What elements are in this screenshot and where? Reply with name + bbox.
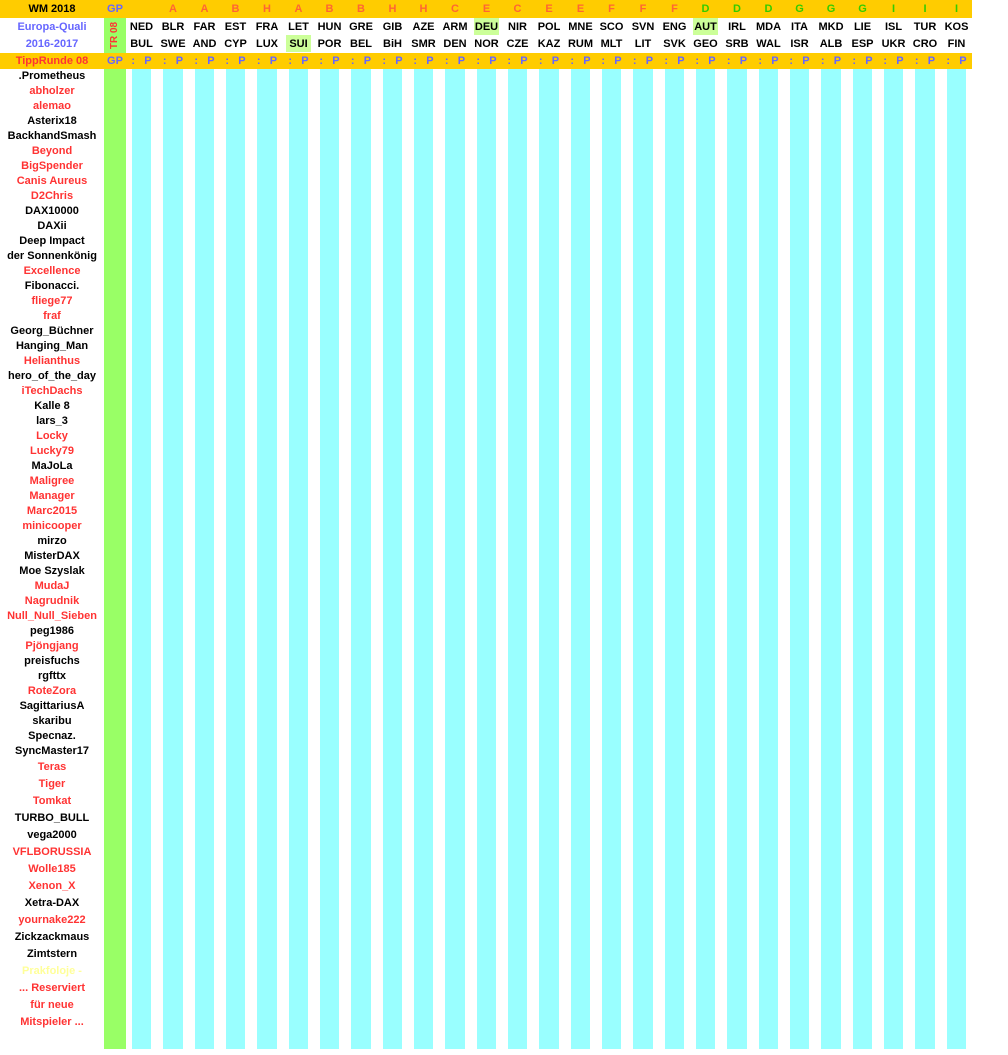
- group-letter: B: [325, 3, 334, 15]
- stripe-column: [195, 69, 214, 1049]
- group-letter: E: [545, 3, 553, 15]
- points-header: : P: [726, 55, 748, 67]
- player-name: Fibonacci.: [24, 280, 80, 292]
- home-team: SCO: [599, 20, 624, 33]
- away-team: SUI: [286, 35, 311, 52]
- home-team: POL: [537, 20, 561, 33]
- player-name: Hanging_Man: [15, 340, 89, 352]
- stripe-column: [226, 69, 245, 1049]
- player-name: Prakfoloje -: [22, 965, 82, 977]
- points-header: : P: [225, 55, 246, 67]
- points-header: : P: [570, 55, 591, 67]
- player-name: Locky: [36, 430, 68, 442]
- home-team: ARM: [442, 20, 468, 33]
- points-header: : P: [350, 55, 372, 67]
- player-name: BackhandSmash: [7, 130, 97, 142]
- points-header: : P: [946, 55, 967, 67]
- stripe-column: [351, 69, 371, 1049]
- group-letter: A: [169, 3, 177, 15]
- home-team: KOS: [944, 20, 969, 33]
- points-header: : P: [883, 55, 904, 67]
- home-team: SVN: [631, 20, 655, 33]
- player-name: für neue: [30, 999, 74, 1011]
- player-name: Deep Impact: [19, 235, 85, 247]
- home-team: FRA: [255, 20, 279, 33]
- stripe-column: [727, 69, 747, 1049]
- points-header: : P: [444, 55, 466, 67]
- points-header: : P: [131, 55, 152, 67]
- home-team: TUR: [913, 20, 937, 33]
- away-team: BUL: [130, 37, 153, 50]
- home-team: ISL: [884, 20, 903, 33]
- home-team: NIR: [508, 20, 527, 33]
- stripe-column: [759, 69, 778, 1049]
- points-header: : P: [820, 55, 842, 67]
- group-letter: G: [826, 3, 836, 15]
- player-name: Beyond: [31, 145, 73, 157]
- competition-name: Europa-Quali: [17, 20, 87, 33]
- away-team: MLT: [600, 37, 623, 50]
- player-name: Zimtstern: [26, 948, 78, 960]
- points-header: : P: [695, 55, 716, 67]
- group-letter: F: [671, 3, 678, 15]
- points-header: : P: [664, 55, 685, 67]
- home-team: MNE: [568, 20, 593, 33]
- away-team: CZE: [506, 37, 529, 50]
- stripe-column: [257, 69, 277, 1049]
- home-team: ENG: [662, 20, 687, 33]
- stripe-column: [132, 69, 151, 1049]
- player-name: .Prometheus: [18, 70, 86, 82]
- home-team: BLR: [161, 20, 185, 33]
- stripe-column: [915, 69, 935, 1049]
- points-header: : P: [319, 55, 340, 67]
- player-name: fliege77: [31, 295, 73, 307]
- home-team: HUN: [317, 20, 342, 33]
- player-name: MaJoLa: [31, 460, 73, 472]
- player-name: Asterix18: [27, 115, 77, 127]
- home-team: EST: [224, 20, 247, 33]
- home-team: AUT: [693, 18, 718, 35]
- player-name: BigSpender: [21, 160, 83, 172]
- tr-label: TR 08: [109, 21, 121, 50]
- home-team: IRL: [728, 20, 746, 33]
- player-name: der Sonnenkönig: [7, 250, 97, 262]
- points-header: : P: [194, 55, 215, 67]
- player-name: Moe Szyslak: [19, 565, 85, 577]
- group-letter: B: [357, 3, 365, 15]
- stripe-column: [947, 69, 966, 1049]
- player-name: Mitspieler ...: [20, 1016, 84, 1028]
- player-name: vega2000: [27, 829, 77, 841]
- player-name: Excellence: [23, 265, 81, 277]
- home-team: MDA: [755, 20, 782, 33]
- points-header: : P: [507, 55, 528, 67]
- group-letter: D: [733, 3, 741, 15]
- home-team: NED: [129, 20, 154, 33]
- player-name: SyncMaster17: [15, 745, 89, 757]
- away-team: ISR: [790, 37, 809, 50]
- points-header: : P: [632, 55, 654, 67]
- away-team: SMR: [411, 37, 436, 50]
- points-header: : P: [758, 55, 779, 67]
- group-letter: E: [482, 3, 491, 15]
- points-header: : P: [256, 55, 278, 67]
- away-team: SVK: [663, 37, 686, 50]
- away-team: UKR: [881, 37, 906, 50]
- player-name: Manager: [29, 490, 75, 502]
- player-name: Zickzackmaus: [14, 931, 90, 943]
- group-letter: C: [451, 3, 459, 15]
- stripe-column: [696, 69, 715, 1049]
- player-name: Xetra-DAX: [24, 897, 80, 909]
- player-name: Teras: [37, 761, 67, 773]
- away-team: CYP: [224, 37, 247, 50]
- wm-title: WM 2018: [28, 3, 76, 15]
- stripe-column: [539, 69, 559, 1049]
- player-name: Georg_Büchner: [10, 325, 94, 337]
- player-name: Maligree: [29, 475, 75, 487]
- home-team: MKD: [818, 20, 844, 33]
- player-name: SagittariusA: [19, 700, 85, 712]
- player-name: abholzer: [29, 85, 75, 97]
- player-name: fraf: [43, 310, 61, 322]
- player-name: Kalle 8: [34, 400, 70, 412]
- player-name: Wolle185: [28, 863, 76, 875]
- away-team: FIN: [947, 37, 966, 50]
- away-team: ESP: [851, 37, 874, 50]
- player-name: Nagrudnik: [24, 595, 80, 607]
- away-team: KAZ: [537, 37, 561, 50]
- points-header: : P: [162, 55, 184, 67]
- player-name: Specnaz.: [28, 730, 76, 742]
- player-name: MudaJ: [34, 580, 70, 592]
- points-header: : P: [476, 55, 497, 67]
- player-name: hero_of_the_day: [7, 370, 97, 382]
- away-team: BEL: [350, 37, 372, 50]
- stripe-column: [163, 69, 183, 1049]
- away-team: AND: [192, 37, 217, 50]
- gp-column: [104, 0, 126, 1049]
- player-name: yournake222: [18, 914, 86, 926]
- player-name: TURBO_BULL: [14, 812, 90, 824]
- group-letter: A: [294, 3, 303, 15]
- stripe-column: [414, 69, 433, 1049]
- stripe-column: [508, 69, 527, 1049]
- player-name: iTechDachs: [21, 385, 83, 397]
- group-letter: I: [891, 3, 896, 15]
- home-team: LIE: [853, 20, 872, 33]
- points-header: : P: [789, 55, 810, 67]
- stripe-column: [289, 69, 308, 1049]
- group-letter: C: [513, 3, 522, 15]
- stripe-column: [477, 69, 496, 1049]
- player-name: Tomkat: [32, 795, 72, 807]
- group-letter: D: [764, 3, 773, 15]
- player-name: Helianthus: [23, 355, 81, 367]
- player-name: D2Chris: [30, 190, 74, 202]
- away-team: NOR: [474, 37, 499, 50]
- group-letter: I: [923, 3, 927, 15]
- away-team: RUM: [567, 37, 594, 50]
- points-header: : P: [288, 55, 309, 67]
- tippgroup-label: TippRunde 08: [15, 55, 89, 67]
- player-name: Pjöngjang: [25, 640, 79, 652]
- home-team: AZE: [412, 20, 435, 33]
- stripe-column: [790, 69, 809, 1049]
- group-letter: I: [954, 3, 959, 15]
- group-letter: A: [200, 3, 209, 15]
- tr-label-box: [104, 18, 126, 53]
- player-name: Tiger: [38, 778, 66, 790]
- away-team: LIT: [634, 37, 652, 50]
- group-letter: D: [701, 3, 710, 15]
- points-header: : P: [538, 55, 560, 67]
- points-header: : P: [852, 55, 873, 67]
- away-team: DEN: [443, 37, 467, 50]
- away-team: WAL: [756, 37, 781, 50]
- player-name: Marc2015: [26, 505, 78, 517]
- player-name: alemao: [33, 100, 71, 112]
- away-team: POR: [317, 37, 342, 50]
- group-letter: F: [639, 3, 647, 15]
- home-team: LET: [288, 20, 309, 33]
- gp-row-label: GP: [107, 55, 123, 67]
- stripe-column: [884, 69, 903, 1049]
- player-name: ... Reserviert: [18, 982, 86, 994]
- away-team: SRB: [725, 37, 749, 50]
- stripe-column: [665, 69, 684, 1049]
- stripe-column: [602, 69, 621, 1049]
- points-header: : P: [382, 55, 403, 67]
- group-letter: H: [419, 3, 428, 15]
- group-letter: F: [608, 3, 615, 15]
- home-team: ITA: [791, 20, 808, 33]
- player-name: peg1986: [29, 625, 75, 637]
- player-name: minicooper: [22, 520, 82, 532]
- group-letter: G: [795, 3, 804, 15]
- player-name: mirzo: [37, 535, 67, 547]
- home-team: GRE: [349, 20, 373, 33]
- away-team: BiH: [383, 37, 402, 50]
- player-name: Xenon_X: [28, 880, 76, 892]
- player-name: preisfuchs: [24, 655, 80, 667]
- player-name: rgfttx: [37, 670, 67, 682]
- away-team: CRO: [912, 37, 938, 50]
- group-letter: H: [388, 3, 397, 15]
- player-name: MisterDAX: [24, 550, 80, 562]
- away-team: SWE: [160, 37, 186, 50]
- points-header: : P: [601, 55, 622, 67]
- stripe-column: [821, 69, 841, 1049]
- away-team: GEO: [693, 37, 718, 50]
- competition-season: 2016-2017: [25, 37, 79, 50]
- points-header: : P: [914, 55, 936, 67]
- player-name: skaribu: [32, 715, 72, 727]
- group-letter: B: [231, 3, 240, 15]
- home-team: FAR: [193, 20, 216, 33]
- stripe-column: [853, 69, 872, 1049]
- stripe-column: [445, 69, 465, 1049]
- away-team: LUX: [256, 37, 278, 50]
- player-name: DAXii: [37, 220, 67, 232]
- home-team: GIB: [382, 20, 403, 33]
- home-team: DEU: [474, 18, 499, 35]
- player-name: Null_Null_Sieben: [7, 610, 97, 622]
- player-name: RoteZora: [27, 685, 77, 697]
- away-team: ALB: [819, 37, 843, 50]
- player-name: Canis Aureus: [16, 175, 88, 187]
- stripe-column: [383, 69, 402, 1049]
- stripe-column: [571, 69, 590, 1049]
- player-name: DAX10000: [25, 205, 79, 217]
- points-header: : P: [413, 55, 434, 67]
- group-letter: H: [263, 3, 271, 15]
- group-letter: E: [576, 3, 585, 15]
- stripe-column: [633, 69, 653, 1049]
- player-name: lars_3: [36, 415, 68, 427]
- player-name: Lucky79: [29, 445, 75, 457]
- player-name: VFLBORUSSIA: [12, 846, 92, 858]
- stripe-column: [320, 69, 339, 1049]
- group-letter: G: [858, 3, 867, 15]
- gp-label: GP: [107, 3, 123, 15]
